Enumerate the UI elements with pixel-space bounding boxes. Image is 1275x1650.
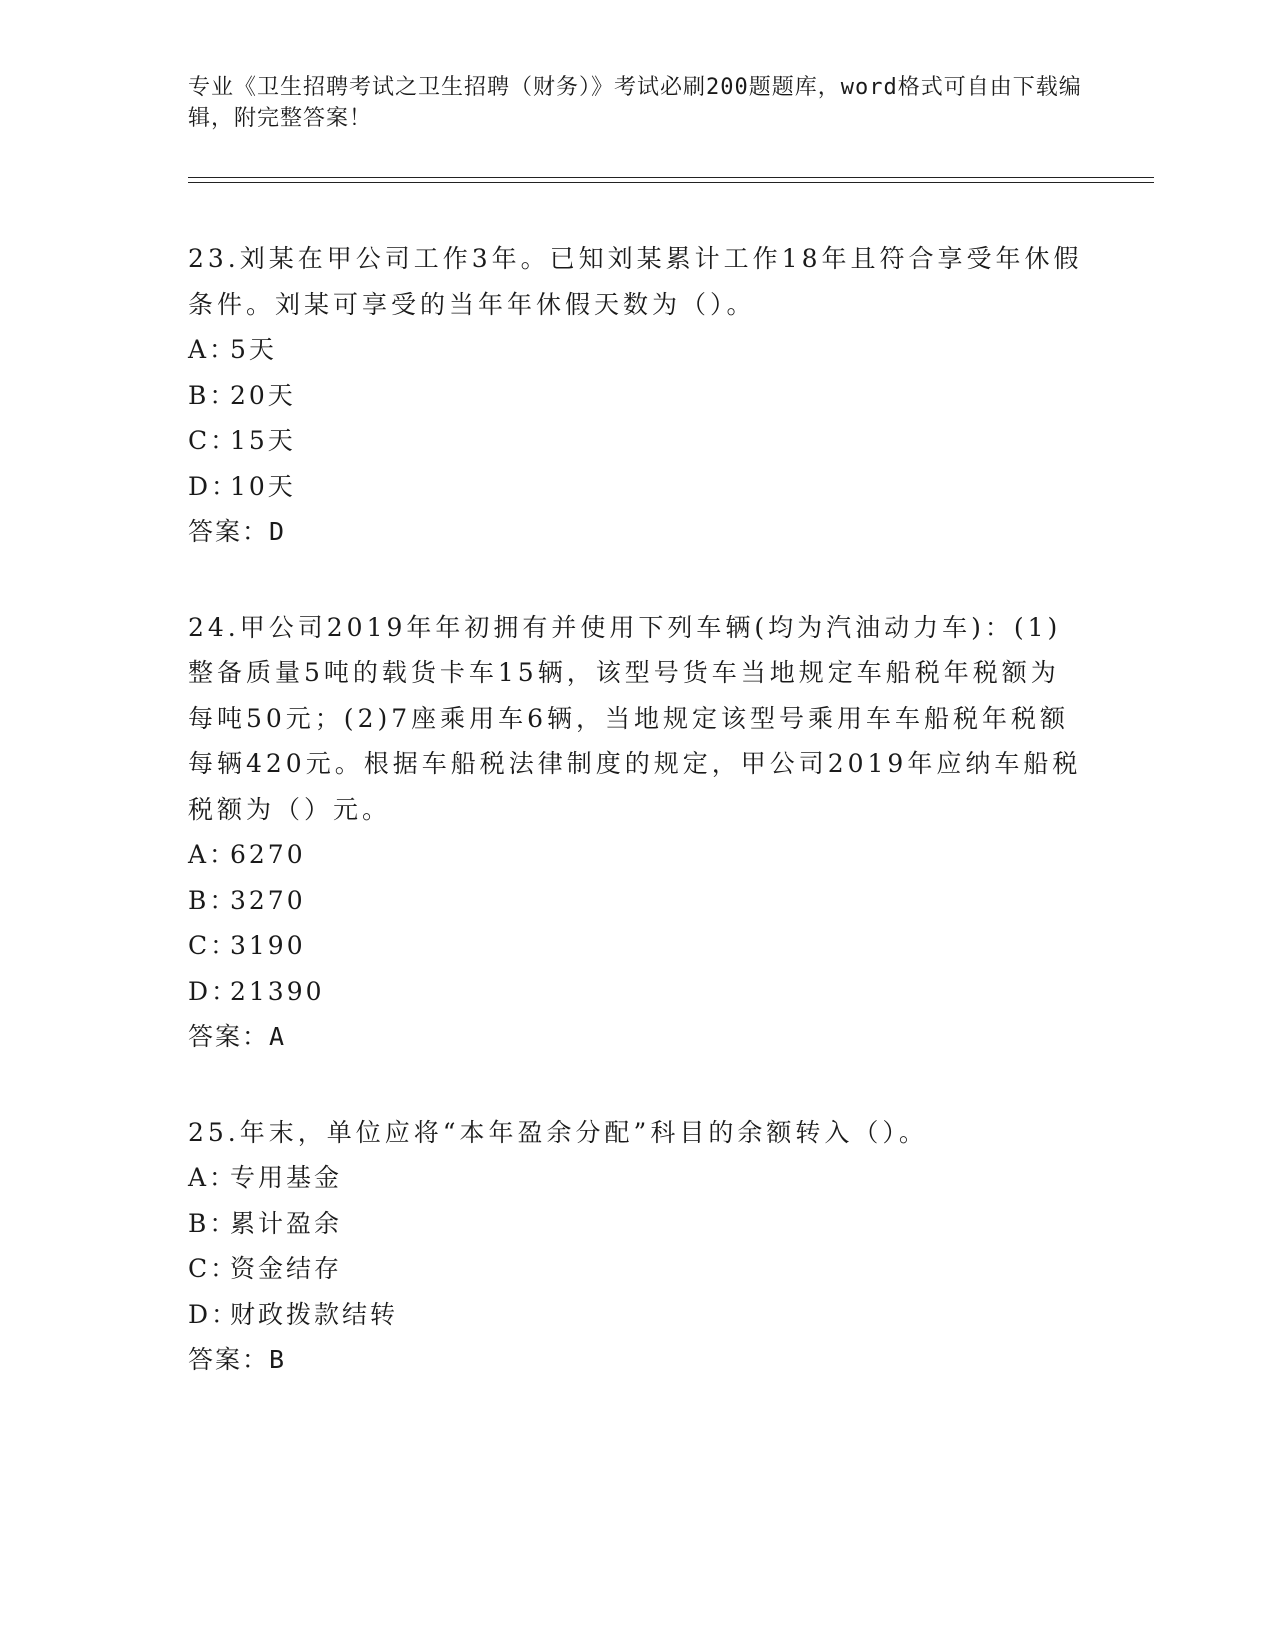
option-letter: C： — [188, 426, 239, 455]
option-letter: D： — [188, 1299, 240, 1329]
option-d — [188, 969, 1088, 1015]
question-list — [188, 236, 1088, 1433]
header-divider-bottom — [188, 182, 1154, 183]
option-text: 5天 — [230, 335, 277, 364]
question-25 — [188, 1110, 1088, 1383]
option-b — [188, 1201, 1088, 1247]
option-text: 财政拨款结转 — [230, 1299, 399, 1329]
question-stem: 23.刘某在甲公司工作3年。已知刘某累计工作18年且符合享受年休假条件。刘某可享受的当年年休假天数为（）。 — [188, 244, 1083, 319]
option-text: 资金结存 — [230, 1254, 343, 1283]
question-stem: 25.年末，单位应将“本年盈余分配”科目的余额转入（）。 — [188, 1117, 928, 1147]
option-letter: D： — [188, 471, 240, 501]
option-b — [188, 878, 1088, 924]
option-letter: C： — [188, 931, 239, 960]
option-d — [188, 1292, 1088, 1338]
option-a — [188, 832, 1088, 878]
option-letter: B： — [188, 380, 238, 410]
question-23 — [188, 236, 1088, 555]
option-b — [188, 373, 1088, 419]
option-text: 3270 — [230, 885, 306, 915]
option-c — [188, 418, 1088, 464]
option-text: 累计盈余 — [230, 1208, 343, 1238]
option-letter: A： — [188, 335, 238, 364]
option-a — [188, 1155, 1088, 1201]
option-text: 21390 — [230, 976, 325, 1006]
document-header: 专业《卫生招聘考试之卫生招聘（财务）》考试必刷200题题库，word格式可自由下载编辑，附完整答案！ — [188, 75, 1082, 131]
option-d — [188, 464, 1088, 510]
option-c — [188, 923, 1088, 969]
option-text: 10天 — [230, 471, 296, 501]
answer-line: 答案：B — [188, 1345, 287, 1374]
question-stem: 24.甲公司2019年年初拥有并使用下列车辆(均为汽油动力车)：(1)整备质量5吨的载货卡车15辆，该型号货车当地规定车船税年税额为每吨50元；(2)7座乘用车6辆，当地规定该型号乘用车车船税年税额每辆420元。根据车船税法律制度的规定，甲公司2019年应纳车船税税额为（）元。 — [188, 612, 1082, 824]
answer-line: 答案：D — [188, 517, 287, 546]
option-list — [188, 832, 1088, 1014]
option-letter: A： — [188, 1163, 238, 1192]
option-letter: D： — [188, 976, 240, 1006]
option-text: 15天 — [230, 426, 296, 455]
option-letter: B： — [188, 885, 238, 915]
question-24 — [188, 605, 1088, 1060]
option-text: 6270 — [230, 840, 306, 869]
option-list — [188, 1155, 1088, 1337]
option-text: 20天 — [230, 380, 296, 410]
option-list — [188, 327, 1088, 509]
option-text: 专用基金 — [230, 1163, 343, 1192]
option-letter: B： — [188, 1208, 238, 1238]
option-a — [188, 327, 1088, 373]
option-letter: C： — [188, 1254, 239, 1283]
answer-line: 答案：A — [188, 1022, 287, 1051]
option-text: 3190 — [230, 931, 306, 960]
header-divider-top — [188, 177, 1154, 178]
option-c — [188, 1246, 1088, 1292]
option-letter: A： — [188, 840, 238, 869]
